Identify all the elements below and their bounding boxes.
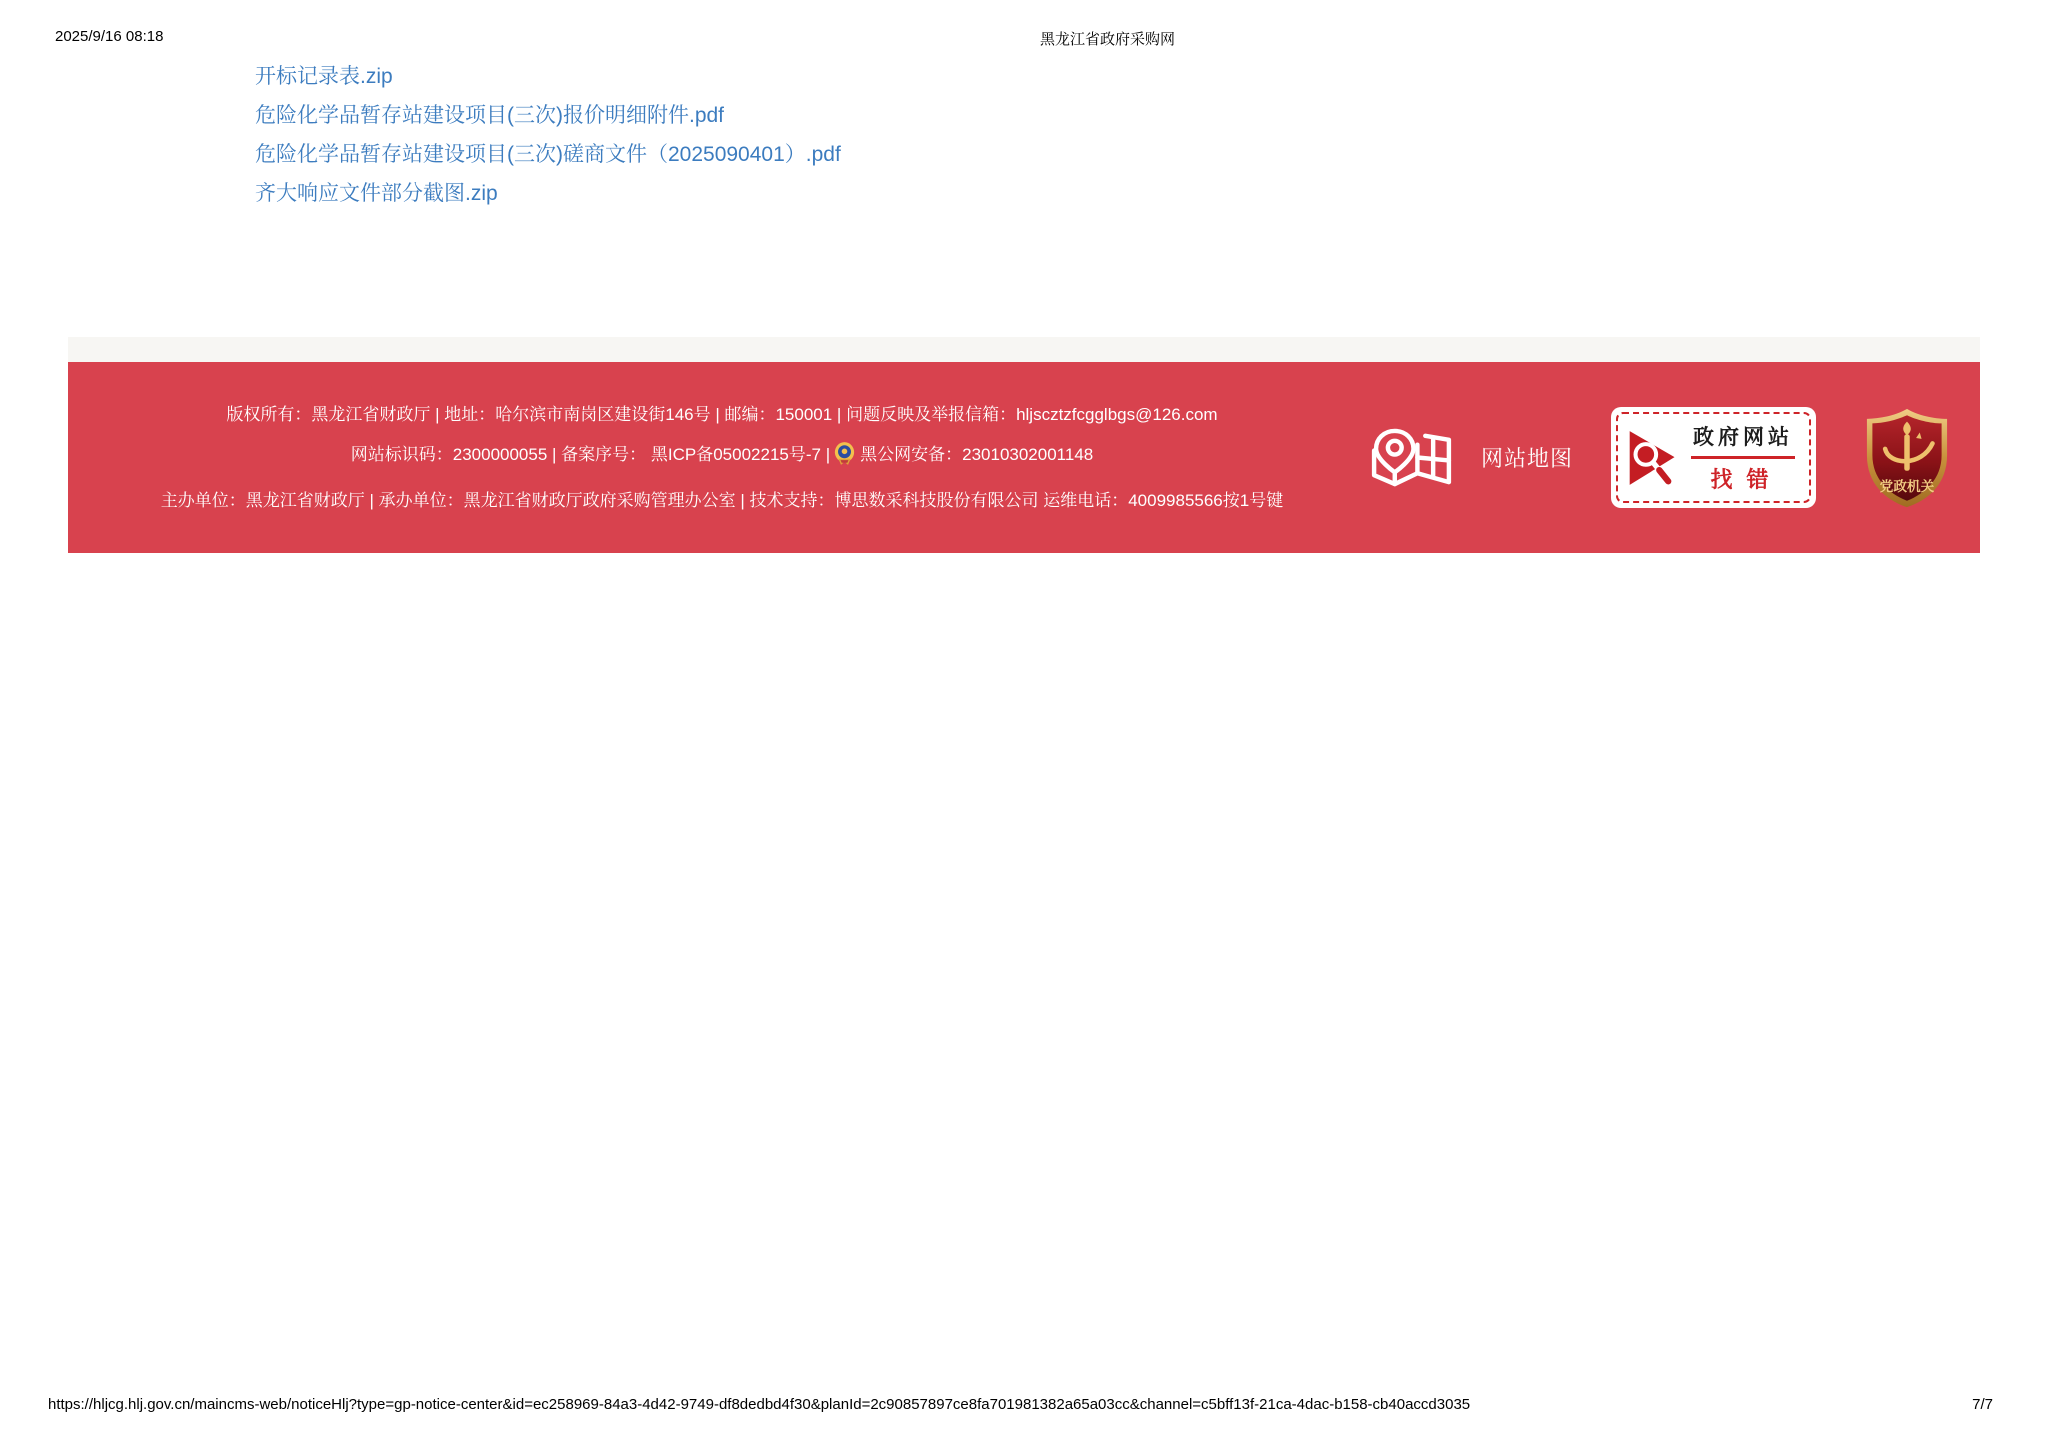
footer-red-bar (68, 362, 1980, 553)
attachment-link-open-bid-record[interactable]: 开标记录表.zip (255, 65, 393, 88)
party-gov-shield-badge[interactable] (1860, 407, 1954, 509)
footer-organizer-line: 主办单位：黑龙江省财政厅 | 承办单位：黑龙江省财政厅政府采购管理办公室 | 技术支持：博思数采科技股份有限公司 运维电话：4009985566按1号键 (160, 490, 1284, 510)
attachment-link-quotation-detail[interactable]: 危险化学品暂存站建设项目(三次)报价明细附件.pdf (255, 104, 725, 127)
print-site-title: 黑龙江省政府采购网 (1040, 31, 1176, 48)
sitemap-link[interactable] (1366, 427, 1573, 489)
attachment-link-response-screenshot[interactable]: 齐大响应文件部分截图.zip (255, 182, 498, 205)
footer-top-strip (68, 337, 1980, 362)
attachment-link-consultation-doc[interactable]: 危险化学品暂存站建设项目(三次)磋商文件（2025090401）.pdf (255, 143, 841, 166)
footer-copyright-line: 版权所有：黑龙江省财政厅 | 地址：哈尔滨市南岗区建设街146号 | 邮编：150001 | 问题反映及举报信箱：hljscztzfcgglbgs@126.com (226, 404, 1218, 424)
footer-beian-prefix: 网站标识码：2300000055 | 备案序号： 黑ICP备05002215号-7 | (350, 444, 831, 464)
attachment-list (255, 57, 841, 213)
gov-website-label: 政府网站 (1691, 421, 1795, 459)
sitemap-label: 网站地图 (1480, 446, 1573, 471)
police-badge-icon (834, 441, 855, 481)
party-gov-label: 党政机关 (1879, 478, 1935, 494)
print-page-number: 7/7 (1972, 1396, 1993, 1413)
map-pin-icon (1366, 427, 1457, 489)
print-url: https://hljcg.hlj.gov.cn/maincms-web/noticeHlj?type=gp-notice-center&id=ec258969-84a3-4d42-9749-df8dedbd4f30&planId=2c90857897ce8fa701981382a65a03cc&channel=c5bff13f-21ca-4dac-b158-cb40accd3035 (48, 1396, 1471, 1413)
print-timestamp: 2025/9/16 08:18 (55, 28, 164, 45)
magnifier-flag-icon (1627, 428, 1679, 488)
gov-website-error-report-badge[interactable] (1611, 407, 1816, 508)
footer-beian-line (78, 435, 1366, 481)
print-header (0, 28, 2048, 50)
footer-info-text (68, 395, 1366, 521)
gov-website-error-report-inner (1616, 412, 1811, 503)
find-error-label: 找错 (1710, 467, 1783, 492)
print-footer (0, 1396, 2048, 1418)
public-security-beian-link[interactable]: 黑公网安备：23010302001148 (860, 444, 1094, 464)
gov-website-error-report-text (1691, 421, 1795, 494)
site-footer (68, 337, 1980, 553)
